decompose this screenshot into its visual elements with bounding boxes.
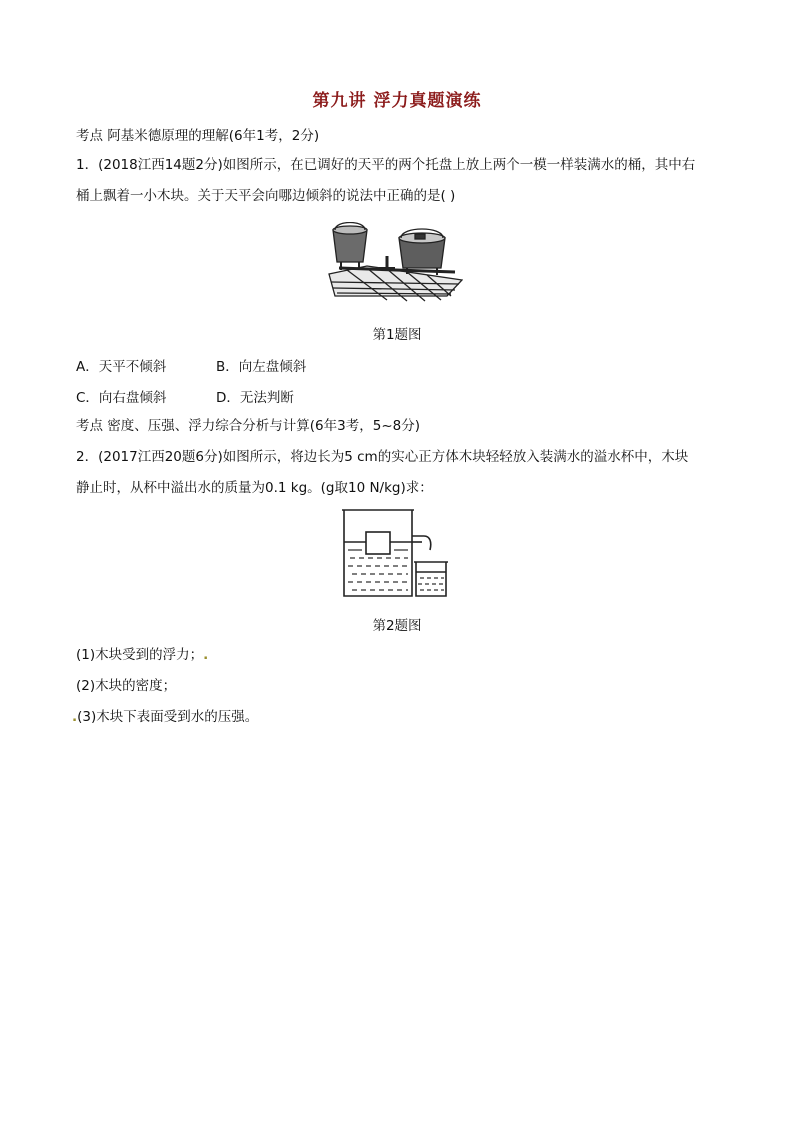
figure-1-caption: 第1题图	[372, 327, 422, 343]
question-2-line-2: 静止时，从杯中溢出水的质量为0.1 kg。(g取10 N/kg)求：	[76, 480, 433, 496]
figure-1-balance-buckets	[327, 222, 463, 304]
stray-dot: .	[72, 709, 78, 725]
question-2-line-1: 2．(2017江西20题6分)如图所示，将边长为5 cm的实心正方体木块轻轻放入装满水的溢水杯中，木块	[76, 449, 689, 465]
option-c: C．向右盘倾斜	[76, 390, 167, 406]
section-heading-2: 考点 密度、压强、浮力综合分析与计算(6年3考，5~8分)	[76, 418, 420, 434]
figure-2-caption: 第2题图	[372, 618, 422, 634]
question-2-sub-1	[76, 646, 208, 664]
question-2-sub-2: (2)木块的密度；	[76, 678, 177, 694]
option-a: A．天平不倾斜	[76, 359, 167, 375]
sub-1-text: (1)木块受到的浮力；	[76, 647, 204, 663]
question-1-line-1: 1．(2018江西14题2分)如图所示，在已调好的天平的两个托盘上放上两个一模一样装满水的桶，其中右	[76, 157, 696, 173]
question-1-line-2: 桶上飘着一小木块。关于天平会向哪边倾斜的说法中正确的是( )	[76, 188, 456, 204]
figure-2-overflow-cup	[340, 506, 452, 602]
section-heading-1: 考点 阿基米德原理的理解(6年1考，2分)	[76, 128, 320, 144]
stray-dot: .	[203, 647, 209, 663]
option-d: D．无法判断	[216, 390, 294, 406]
sub-3-text: (3)木块下表面受到水的压强。	[77, 709, 259, 725]
question-2-sub-3	[72, 708, 258, 726]
option-b: B．向左盘倾斜	[216, 359, 307, 375]
page-title: 第九讲 浮力真题演练	[312, 91, 482, 111]
